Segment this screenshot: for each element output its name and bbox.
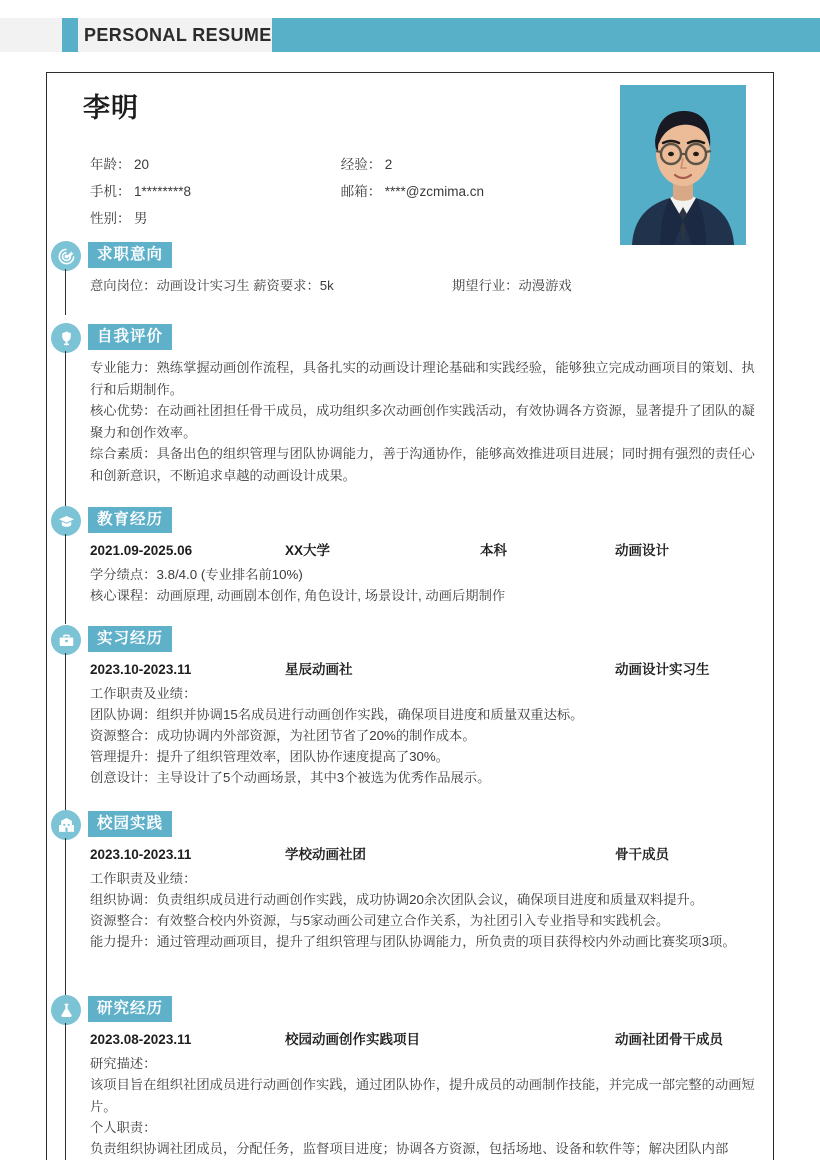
internship-line: 工作职责及业绩： bbox=[90, 686, 197, 701]
research-line: 负责组织协调社团成员，分配任务，监督项目进度；协调各方资源，包括场地、设备和软件等；解决团队内部 bbox=[90, 1141, 729, 1156]
briefcase-icon bbox=[51, 625, 81, 655]
section-header bbox=[47, 323, 775, 353]
info-age: 年龄： 20 bbox=[90, 157, 150, 172]
internship-role: 动画设计实习生 bbox=[615, 662, 710, 677]
banner-accent-block-left bbox=[62, 18, 78, 52]
internship-line: 管理提升：提升了组织管理效率，团队协作速度提高了30%。 bbox=[90, 749, 450, 764]
intent-industry: 期望行业：动漫游戏 bbox=[452, 278, 572, 293]
medal-icon bbox=[51, 323, 81, 353]
self-eval-paragraph: 综合素质：具备出色的组织管理与团队协调能力，善于沟通协作，能够高效推进项目进展；同时拥有强烈的责任心和创新意识，不断追求卓越的动画设计成果。 bbox=[90, 446, 755, 483]
internship-entry-row bbox=[90, 659, 763, 683]
section-body bbox=[90, 536, 763, 606]
section-header bbox=[47, 506, 775, 536]
research-line: 该项目旨在组织社团成员进行动画创作实践，通过团队协作，提升成员的动画制作技能，并完成一部完整的动画短片。 bbox=[90, 1077, 755, 1114]
section-title: 校园实践 bbox=[88, 811, 172, 837]
research-entry-row bbox=[90, 1029, 763, 1053]
portrait-illustration bbox=[620, 85, 746, 245]
section-title: 实习经历 bbox=[88, 626, 172, 652]
info-row bbox=[90, 151, 610, 178]
education-school: XX大学 bbox=[285, 543, 331, 558]
resume-card bbox=[46, 72, 774, 1160]
school-building-icon bbox=[51, 810, 81, 840]
info-row bbox=[90, 178, 610, 205]
self-eval-paragraph: 核心优势：在动画社团担任骨干成员，成功组织多次动画创作实践活动，有效协调各方资源，显著提升了团队的凝聚力和创作效率。 bbox=[90, 403, 755, 440]
section-title: 教育经历 bbox=[88, 507, 172, 533]
personal-info bbox=[90, 151, 610, 232]
section-internship bbox=[47, 625, 775, 788]
banner-title: PERSONAL RESUME bbox=[84, 25, 272, 45]
section-title: 研究经历 bbox=[88, 996, 172, 1022]
research-line: 研究描述： bbox=[90, 1056, 157, 1071]
education-entry-row bbox=[90, 540, 763, 564]
section-campus-practice bbox=[47, 810, 775, 953]
section-header bbox=[47, 625, 775, 655]
internship-line: 资源整合：成功协调内外部资源，为社团节省了20%的制作成本。 bbox=[90, 728, 476, 743]
education-degree: 本科 bbox=[480, 543, 507, 558]
section-body bbox=[90, 271, 763, 297]
timeline-line bbox=[65, 1023, 66, 1160]
campus-role: 骨干成员 bbox=[615, 847, 669, 862]
graduation-cap-icon bbox=[51, 506, 81, 536]
research-project: 校园动画创作实践项目 bbox=[285, 1032, 420, 1047]
target-icon bbox=[51, 241, 81, 271]
section-header bbox=[47, 810, 775, 840]
timeline-line bbox=[65, 534, 66, 624]
section-title: 求职意向 bbox=[88, 242, 172, 268]
research-date: 2023.08-2023.11 bbox=[90, 1032, 192, 1047]
campus-line: 能力提升：通过管理动画项目，提升了组织管理与团队协调能力，所负责的项目获得校内外动画比赛奖项3项。 bbox=[90, 934, 736, 949]
info-email: 邮箱： ****@zcmima.cn bbox=[340, 184, 484, 199]
timeline-line bbox=[65, 269, 66, 315]
info-row bbox=[90, 205, 610, 232]
research-line: 个人职责： bbox=[90, 1120, 157, 1135]
campus-line: 工作职责及业绩： bbox=[90, 871, 197, 886]
timeline-line bbox=[65, 653, 66, 811]
campus-line: 组织协调：负责组织成员进行动画创作实践，成功协调20余次团队会议，确保项目进度和质量双料提升。 bbox=[90, 892, 704, 907]
section-self-evaluation bbox=[47, 323, 775, 486]
info-phone: 手机： 1********8 bbox=[90, 184, 192, 199]
section-research bbox=[47, 995, 775, 1159]
internship-line: 创意设计：主导设计了5个动画场景，其中3个被选为优秀作品展示。 bbox=[90, 770, 491, 785]
section-body bbox=[90, 1025, 763, 1159]
education-gpa: 学分绩点：3.8/4.0 (专业排名前10%) bbox=[90, 567, 303, 582]
internship-line: 团队协调：组织并协调15名成员进行动画创作实践，确保项目进度和质量双重达标。 bbox=[90, 707, 584, 722]
avatar bbox=[620, 85, 746, 245]
self-eval-paragraph: 专业能力：熟练掌握动画创作流程，具备扎实的动画设计理论基础和实践经验，能够独立完成动画项目的策划、执行和后期制作。 bbox=[90, 360, 755, 397]
education-date: 2021.09-2025.06 bbox=[90, 543, 193, 558]
section-job-intent bbox=[47, 241, 775, 297]
education-major: 动画设计 bbox=[615, 543, 669, 558]
campus-org: 学校动画社团 bbox=[285, 847, 366, 862]
info-experience: 经验： 2 bbox=[340, 157, 393, 172]
section-education bbox=[47, 506, 775, 606]
internship-org: 星辰动画社 bbox=[285, 662, 353, 677]
banner-accent-block-right bbox=[272, 18, 820, 52]
campus-line: 资源整合：有效整合校内外资源，与5家动画公司建立合作关系，为社团引入专业指导和实践机会。 bbox=[90, 913, 670, 928]
internship-date: 2023.10-2023.11 bbox=[90, 662, 192, 677]
section-title: 自我评价 bbox=[88, 324, 172, 350]
candidate-name: 李明 bbox=[83, 93, 139, 123]
top-banner bbox=[0, 18, 820, 52]
section-body bbox=[90, 655, 763, 788]
section-body bbox=[90, 353, 763, 486]
section-header bbox=[47, 241, 775, 271]
research-role: 动画社团骨干成员 bbox=[615, 1032, 723, 1047]
education-courses: 核心课程：动画原理, 动画剧本创作, 角色设计, 场景设计, 动画后期制作 bbox=[90, 588, 506, 603]
timeline-line bbox=[65, 838, 66, 996]
section-header bbox=[47, 995, 775, 1025]
campus-date: 2023.10-2023.11 bbox=[90, 847, 192, 862]
campus-entry-row bbox=[90, 844, 763, 868]
info-gender: 性别： 男 bbox=[90, 211, 148, 226]
intent-position-salary: 意向岗位：动画设计实习生 薪资要求：5k bbox=[90, 278, 334, 293]
section-body bbox=[90, 840, 763, 953]
intent-row bbox=[90, 275, 763, 297]
flask-icon bbox=[51, 995, 81, 1025]
timeline-line bbox=[65, 351, 66, 517]
